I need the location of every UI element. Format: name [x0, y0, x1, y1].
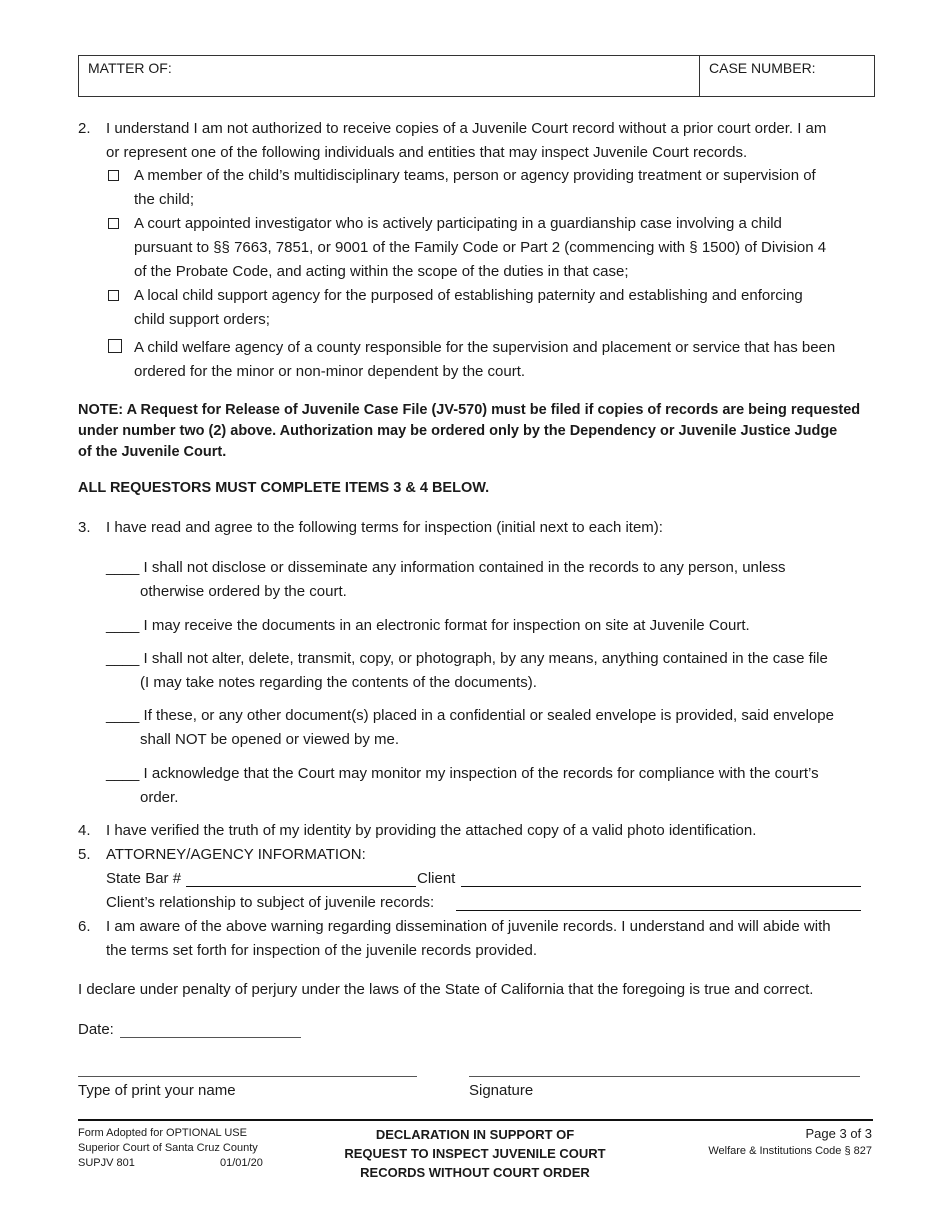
client-label: Client	[417, 870, 456, 887]
checkbox-child-welfare-agency[interactable]	[108, 339, 122, 353]
term-5-line-1[interactable]: ____ I acknowledge that the Court may monitor my inspection of the records for compliance with the court’s	[106, 765, 819, 782]
item-6-line-2: the terms set forth for inspection of the juvenile records provided.	[106, 942, 538, 959]
note-line-1: NOTE: A Request for Release of Juvenile Case File (JV-570) must be filed if copies of records are being requested	[78, 402, 861, 418]
item-6-number: 6.	[78, 918, 91, 935]
term-1-line-1[interactable]: ____ I shall not disclose or disseminate any information contained in the records to any person, unless	[106, 559, 786, 576]
item-5-heading: ATTORNEY/AGENCY INFORMATION:	[106, 846, 366, 863]
matter-of-label: MATTER OF:	[88, 60, 172, 76]
term-3-line-2: (I may take notes regarding the contents of the documents).	[140, 674, 537, 691]
term-5-line-2: order.	[140, 789, 179, 806]
term-4-line-2: shall NOT be opened or viewed by me.	[140, 731, 400, 748]
item-2-line-1: I understand I am not authorized to receive copies of a Juvenile Court record without a prior court order. I am	[106, 120, 827, 137]
option-4-line-2: ordered for the minor or non-minor dependent by the court.	[134, 363, 526, 380]
footer-title-2: REQUEST TO INSPECT JUVENILE COURT	[344, 1146, 606, 1161]
footer-form-id: SUPJV 801	[78, 1157, 135, 1169]
option-1-line-1: A member of the child’s multidisciplinary teams, person or agency providing treatment or supervision of	[134, 167, 816, 184]
checkbox-child-support-agency[interactable]	[108, 290, 119, 301]
term-2-line-1[interactable]: ____ I may receive the documents in an electronic format for inspection on site at Juvenile Court.	[106, 617, 750, 634]
option-4-line-1: A child welfare agency of a county responsible for the supervision and placement or service that has been	[134, 339, 836, 356]
note-line-2: under number two (2) above. Authorization may be ordered only by the Dependency or Juvenile Justice Judge	[78, 423, 838, 439]
item-3-number: 3.	[78, 519, 91, 536]
matter-of-field[interactable]	[79, 56, 700, 96]
signature-line[interactable]	[469, 1076, 860, 1077]
state-bar-input-line[interactable]	[186, 886, 416, 887]
date-input-line[interactable]	[120, 1037, 301, 1038]
name-signature-line[interactable]	[78, 1076, 417, 1077]
checkbox-multidisciplinary[interactable]	[108, 170, 119, 181]
item-3-text: I have read and agree to the following terms for inspection (initial next to each item):	[106, 519, 663, 536]
checkbox-court-investigator[interactable]	[108, 218, 119, 229]
footer-form-date: 01/01/20	[220, 1157, 263, 1169]
footer-title-3: RECORDS WITHOUT COURT ORDER	[360, 1165, 590, 1180]
option-1-line-2: the child;	[134, 191, 195, 208]
item-2-number: 2.	[78, 120, 91, 137]
item-2-line-2: or represent one of the following individuals and entities that may inspect Juvenile Court records.	[106, 144, 748, 161]
case-header-box	[78, 55, 875, 97]
option-2-line-3: of the Probate Code, and acting within the scope of the duties in that case;	[134, 263, 629, 280]
case-number-label: CASE NUMBER:	[709, 60, 816, 76]
term-1-line-2: otherwise ordered by the court.	[140, 583, 347, 600]
term-4-line-1[interactable]: ____ If these, or any other document(s) placed in a confidential or sealed envelope is provided, said envelope	[106, 707, 834, 724]
term-3-line-1[interactable]: ____ I shall not alter, delete, transmit, copy, or photograph, by any means, anything contained in the case file	[106, 650, 828, 667]
footer-code: Welfare & Institutions Code § 827	[708, 1145, 872, 1157]
case-number-field[interactable]	[700, 56, 874, 96]
all-requestors-heading: ALL REQUESTORS MUST COMPLETE ITEMS 3 & 4 BELOW.	[78, 480, 490, 496]
option-2-line-2: pursuant to §§ 7663, 7851, or 9001 of the Family Code or Part 2 (commencing with § 1500) of Division 4	[134, 239, 827, 256]
item-4-number: 4.	[78, 822, 91, 839]
option-2-line-1: A court appointed investigator who is actively participating in a guardianship case involving a child	[134, 215, 782, 232]
footer-adopted: Form Adopted for OPTIONAL USE	[78, 1127, 247, 1139]
item-5-number: 5.	[78, 846, 91, 863]
footer-title-1: DECLARATION IN SUPPORT OF	[375, 1127, 575, 1142]
print-name-label: Type of print your name	[78, 1082, 236, 1099]
footer-rule	[78, 1119, 873, 1121]
option-3-line-1: A local child support agency for the purposed of establishing paternity and establishing and enforcing	[134, 287, 803, 304]
footer-page-number: Page 3 of 3	[805, 1126, 872, 1141]
footer-court: Superior Court of Santa Cruz County	[78, 1142, 258, 1154]
item-6-line-1: I am aware of the above warning regarding dissemination of juvenile records. I understand and will abide with	[106, 918, 831, 935]
item-4-text: I have verified the truth of my identity by providing the attached copy of a valid photo identification.	[106, 822, 757, 839]
note-line-3: of the Juvenile Court.	[78, 444, 227, 460]
perjury-declaration: I declare under penalty of perjury under the laws of the State of California that the foregoing is true and correct.	[78, 981, 814, 998]
date-label: Date:	[78, 1021, 114, 1038]
relationship-input-line[interactable]	[456, 910, 861, 911]
relationship-label: Client’s relationship to subject of juvenile records:	[106, 894, 435, 911]
state-bar-label: State Bar #	[106, 870, 182, 887]
client-input-line[interactable]	[461, 886, 861, 887]
option-3-line-2: child support orders;	[134, 311, 270, 328]
signature-label: Signature	[469, 1082, 534, 1099]
